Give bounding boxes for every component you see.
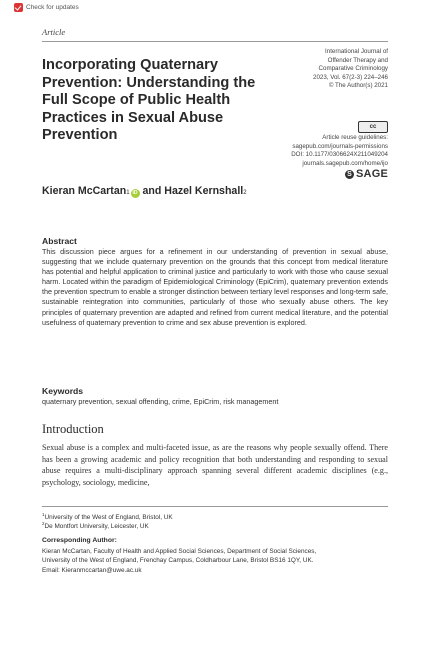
affiliation-footnote <box>42 519 388 531</box>
affiliation-marker: 2 <box>243 190 247 196</box>
footnote-text: De Montfort University, Leicester, UK <box>44 523 149 531</box>
check-for-updates-button[interactable] <box>14 3 79 12</box>
introduction-text: Sexual abuse is a complex and multi-faceted issue, as are the reasons why people sexually offend. There has been a growing academic and policy recognition that both understanding and responding to sexual abuse requires a multi-disciplinary approach spanning several different academic disciplines (e.g., psychology, sociology, medicine, <box>42 443 388 487</box>
abstract-heading: Abstract <box>42 236 77 246</box>
reuse-line: Article reuse guidelines: <box>322 134 388 141</box>
email-link[interactable]: Email: Kieranmccartan@uwe.ac.uk <box>42 566 142 574</box>
journal-info <box>268 48 388 91</box>
creative-commons-icon[interactable] <box>358 121 388 133</box>
journal-homepage-link[interactable]: journals.sagepub.com/home/ijo <box>302 159 388 167</box>
author-name: Kieran McCartan <box>42 185 127 197</box>
cc-badge-label: cc <box>369 124 377 130</box>
sage-logo-icon: S <box>345 170 354 179</box>
article-type-label: Article <box>42 27 66 37</box>
article-title: Incorporating Quaternary Prevention: Understanding the Full Scope of Public Health Practices in Sexual Abuse Prevention <box>42 57 256 144</box>
reuse-info <box>258 134 388 168</box>
journal-line: International Journal of <box>325 48 388 55</box>
author-name: and Hazel Kernshall <box>142 185 244 197</box>
author-list <box>42 185 247 198</box>
corresponding-author-details <box>42 547 388 575</box>
affiliation-marker: 1 <box>126 190 130 196</box>
corresponding-author-heading: Corresponding Author: <box>42 537 117 544</box>
abstract-text: This discussion piece argues for a refinement in our understanding of prevention in sexual abuse, suggesting that we include quaternary prevention on the grounds that this concept from medical literature has potential and helpful application to criminal justice and particularly to work with those who cause sexual harm. Located within the paradigm of Epidemiological Criminology (EpiCrim), quaternary prevention extends the prevention spectrum to enable a stronger distinction between tertiary level responses and long-term safe, sustainable reintegration into communities, particularly of those who sexually abuse others. The key principles of quaternary prevention are adapted and refined from current medical literature, and the potential usefulness of quaternary prevention to crime and sex abuse prevention is explored. <box>42 247 388 327</box>
corresponding-line: Kieran McCartan, Faculty of Health and Applied Social Sciences, Department of Social Sciences, <box>42 548 317 555</box>
footnote-marker: 2 <box>42 521 45 526</box>
corresponding-line: University of the West of England, Frenchay Campus, Coldharbour Lane, Bristol BS16 1QY, UK. <box>42 557 314 565</box>
journal-line: Offender Therapy and <box>327 56 388 64</box>
check-updates-icon <box>14 3 23 12</box>
orcid-icon[interactable]: iD <box>132 190 138 196</box>
keywords-text: quaternary prevention, sexual offending, crime, EpiCrim, risk management <box>42 397 279 406</box>
footnote-marker: 1 <box>42 512 45 517</box>
publisher-name: SAGE <box>356 168 388 180</box>
keywords-heading: Keywords <box>42 386 84 396</box>
check-updates-label: Check for updates <box>26 4 79 11</box>
journal-line: © The Author(s) 2021 <box>328 82 388 90</box>
introduction-heading: Introduction <box>42 422 104 436</box>
footnote-divider <box>42 506 388 507</box>
publisher-logo <box>345 168 388 180</box>
journal-line: Comparative Criminology <box>318 65 388 73</box>
footnote-text: University of the West of England, Bristol, UK <box>44 514 173 522</box>
header-divider <box>42 41 388 42</box>
journal-line: 2023, Vol. 67(2-3) 224–246 <box>313 73 388 81</box>
reuse-link[interactable]: sagepub.com/journals-permissions <box>292 142 388 150</box>
doi-link[interactable]: DOI: 10.1177/0306624X211049204 <box>291 151 388 159</box>
